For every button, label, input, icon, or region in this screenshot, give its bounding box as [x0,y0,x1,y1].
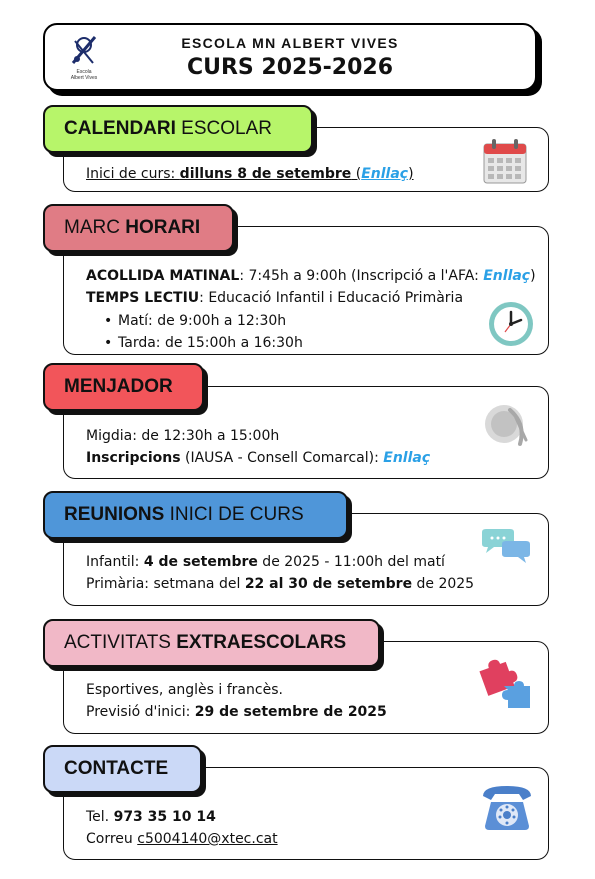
contacte-phone[interactable]: 973 35 10 14 [113,809,216,825]
logo-text-2: Albert Vives [70,75,98,81]
reunions-pri-label: Primària: setmana del [86,576,245,592]
extraescolars-title-rest: ACTIVITATS [64,632,177,653]
extraescolars-line1: Esportives, anglès i francès. [86,682,283,698]
telephone-icon [479,782,535,832]
horari-title-bold: HORARI [125,217,201,238]
calendar-icon [483,138,527,184]
calendari-title [43,105,313,153]
chat-bubbles-icon [480,528,532,564]
calendari-link[interactable]: Enllaç [361,166,409,182]
lectiu-text: : Educació Infantil i Educació Primària [199,290,464,306]
extraescolars-title-bold: EXTRAESCOLARS [176,632,347,653]
acollida-line [86,267,536,285]
horari-bullet-tarda: • Tarda: de 15:00h a 16:30h [118,334,303,352]
plate-icon [482,400,532,450]
reunions-infantil-line [86,553,445,571]
migdia-line: Migdia: de 12:30h a 15:00h [86,428,280,444]
horari-title [43,204,234,252]
reunions-pri-bold: 22 al 30 de setembre [244,576,413,592]
contacte-email-link[interactable]: c5004140@xtec.cat [137,831,278,847]
calendari-line [86,165,414,183]
inscripcions-text: (IAUSA - Consell Comarcal): [180,450,384,466]
calendari-title-rest: ESCOLAR [175,118,272,139]
calendari-title-bold: CALENDARI [64,118,176,139]
reunions-primaria-line [86,575,474,593]
contacte-title-text: CONTACTE [64,758,169,779]
lectiu-line [86,289,463,307]
extraescolars-line2-bold: 29 de setembre de 2025 [194,704,387,720]
logo-text-1: Escola [76,69,92,75]
reunions-inf-label: Infantil: [86,554,144,570]
calendari-date: dilluns 8 de setembre [179,166,352,182]
reunions-pri-rest: de 2025 [412,576,475,592]
extraescolars-line2 [86,703,387,721]
reunions-title-rest: INICI DE CURS [164,504,304,525]
inscripcions-label: Inscripcions [86,450,181,466]
horari-title-rest: MARC [64,217,126,238]
contacte-mail-line [86,830,278,848]
lectiu-label: TEMPS LECTIU [86,290,200,306]
acollida-close: ) [530,268,536,284]
puzzle-icon [478,656,534,712]
calendari-paren-open: ( [351,166,362,182]
clock-icon [487,300,535,348]
reunions-inf-rest: de 2025 - 11:00h del matí [257,554,445,570]
header-card [43,23,537,91]
acollida-text: : 7:45h a 9:00h (Inscripció a l'AFA: [239,268,484,284]
calendari-prefix: Inici de curs: [86,166,180,182]
contacte-title [43,745,202,793]
contacte-mail-label: Correu [86,831,138,847]
extraescolars-title [43,619,380,667]
calendari-paren-close: ) [408,166,414,182]
acollida-label: ACOLLIDA MATINAL [86,268,240,284]
menjador-title-text: MENJADOR [64,376,173,397]
course-title: CURS 2025-2026 [186,55,394,80]
school-logo [67,33,101,83]
extraescolars-line2-label: Previsió d'inici: [86,704,195,720]
inscripcions-line [86,449,430,467]
horari-bullet-mati: • Matí: de 9:00h a 12:30h [118,312,286,330]
reunions-title [43,491,348,539]
school-logo-icon [67,33,101,69]
menjador-link[interactable]: Enllaç [383,450,431,466]
reunions-title-bold: REUNIONS [64,504,165,525]
contacte-tel-line [86,808,216,826]
acollida-link[interactable]: Enllaç [483,268,531,284]
contacte-tel-label: Tel. [86,809,114,825]
reunions-inf-bold: 4 de setembre [143,554,258,570]
menjador-title [43,363,204,411]
school-name: ESCOLA MN ALBERT VIVES [181,35,399,51]
